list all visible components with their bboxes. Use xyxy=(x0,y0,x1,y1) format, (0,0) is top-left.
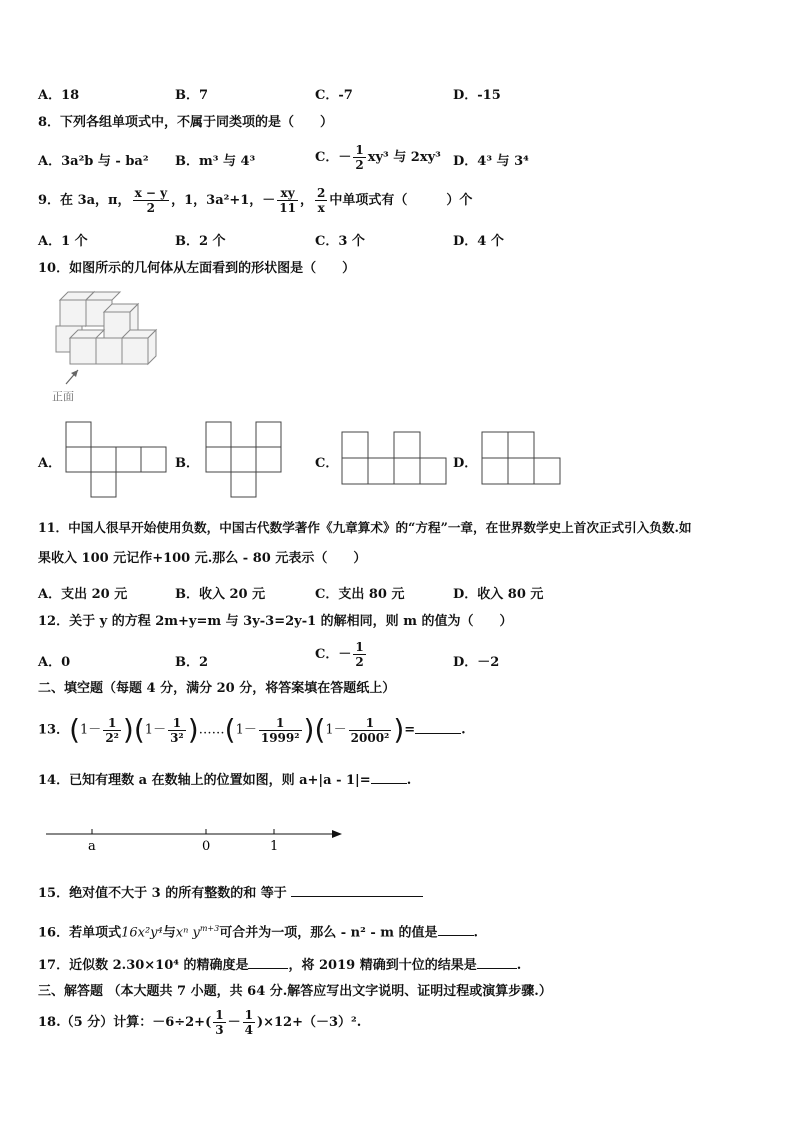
q9-option-b: B．2 个 xyxy=(175,234,226,249)
section-2-heading: 二、填空题（每题 4 分，满分 20 分，将答案填在答题纸上） xyxy=(38,681,396,696)
axis-label-0: 0 xyxy=(202,839,211,854)
axis-label-a: a xyxy=(88,839,96,854)
q9-fraction-2: $\frac{xy}{11}$ xyxy=(279,186,296,215)
q7-option-d: D．-15 xyxy=(453,88,501,103)
axis-label-1: 1 xyxy=(270,839,279,854)
q10-option-d-figure xyxy=(480,430,564,490)
q16-stem: 16．若单项式16x²y⁴与xⁿ $y^{m+3}$可合并为一项，那么 - n² - m 的值是 . xyxy=(38,924,479,941)
q17-answer-blank-1 xyxy=(248,968,288,969)
q10-option-b-label: B． xyxy=(175,456,199,471)
q8-option-b: B．m³ 与 4³ xyxy=(175,154,256,169)
q7-option-b: B．7 xyxy=(175,88,209,103)
q9-fraction-1: $\frac{x - y}{2}$ xyxy=(134,186,168,215)
q7-option-a: A．18 xyxy=(38,88,80,103)
q10-option-a-label: A． xyxy=(38,456,62,471)
q10-option-d-label: D． xyxy=(453,456,478,471)
q12-option-b: B．2 xyxy=(175,655,209,670)
q11-option-a: A．支出 20 元 xyxy=(38,587,128,602)
q10-option-a-figure xyxy=(64,420,170,502)
q17-stem: 17．近似数 2.30×10⁴ 的精确度是 ，将 2019 精确到十位的结果是 . xyxy=(38,958,522,973)
q10-option-b-figure xyxy=(204,420,286,502)
q8-option-d: D．4³ 与 3⁴ xyxy=(453,154,529,169)
q10-option-c-figure xyxy=(340,430,448,490)
q11-line-2: 果收入 100 元记作+100 元.那么 - 80 元表示（ ） xyxy=(38,551,367,566)
q8-option-a: A．3a²b 与 - ba² xyxy=(38,154,149,169)
q12-option-d: D．－2 xyxy=(453,655,500,670)
q13-answer-blank xyxy=(415,733,461,734)
q9-option-a: A．1 个 xyxy=(38,234,88,249)
q12-option-c: C．－ $\frac{1}{2}$ xyxy=(315,640,364,669)
q17-answer-blank-2 xyxy=(477,968,517,969)
q8-stem: 8．下列各组单项式中，不属于同类项的是（ ） xyxy=(38,115,334,130)
section-3-heading: 三、解答题 （本大题共 7 小题，共 64 分.解答应写出文字说明、证明过程或演算步骤.） xyxy=(38,984,552,999)
q16-answer-blank xyxy=(438,935,474,936)
q14-answer-blank xyxy=(371,783,407,784)
q15-answer-blank xyxy=(291,896,423,897)
q15-stem: 15．绝对值不大于 3 的所有整数的和 等于 xyxy=(38,885,423,903)
q14-number-line xyxy=(44,822,344,854)
q11-option-b: B．收入 20 元 xyxy=(175,587,266,602)
q13-expression: 13．(1－ $\frac{1}{\text{2²}}$ )(1－ $\frac{1}{\text{3²}}$ )……(1－ $\frac{1}{\text{1999²}}$ )(1－ $\frac{1}{\text{2000²}}$ )= . xyxy=(38,713,466,746)
q8-option-c: C．－ $\frac{1}{2}$ xy³ 与 2xy³ xyxy=(315,143,441,172)
q9-option-d: D．4 个 xyxy=(453,234,504,249)
q10-solid-figure xyxy=(46,288,166,406)
q11-line-1: 11．中国人很早开始使用负数，中国古代数学著作《九章算术》的“方程”一章，在世界数学史上首次正式引入负数.如 xyxy=(38,520,692,535)
q18-stem: 18.（5 分）计算：－6÷2+( $\frac{1}{3}$ － $\frac{1}{4}$ )×12+（－3）². xyxy=(38,1008,362,1037)
q10-option-c-label: C． xyxy=(315,456,339,471)
front-label: 正面 xyxy=(52,390,74,403)
q7-option-c: C．-7 xyxy=(315,88,353,103)
q14-stem: 14．已知有理数 a 在数轴上的位置如图，则 a+|a - 1|= . xyxy=(38,773,412,788)
q11-option-c: C．支出 80 元 xyxy=(315,587,405,602)
q11-option-d: D．收入 80 元 xyxy=(453,587,544,602)
q9-option-c: C．3 个 xyxy=(315,234,365,249)
q12-option-a: A．0 xyxy=(38,655,71,670)
q10-stem: 10．如图所示的几何体从左面看到的形状图是（ ） xyxy=(38,261,356,276)
q9-stem: 9．在 3a，π， $\frac{x - y}{2}$ ，1，3a²+1，－ $\frac{xy}{11}$ ， $\frac{2}{x}$ 中单项式有（ ）个 xyxy=(38,186,473,215)
q9-fraction-3: $\frac{2}{x}$ xyxy=(316,186,326,215)
q12-stem: 12．关于 y 的方程 2m+y=m 与 3y-3=2y-1 的解相同，则 m 的值为（ ） xyxy=(38,614,513,629)
